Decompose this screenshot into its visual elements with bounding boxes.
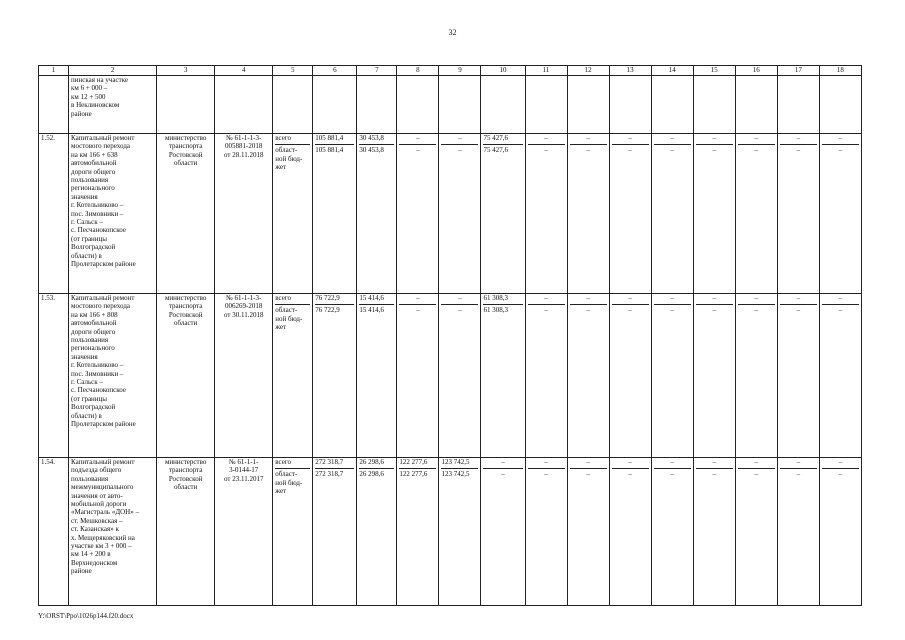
cell-value-13: – – bbox=[609, 134, 651, 294]
cell-value-8: – – bbox=[397, 134, 439, 294]
cell-value-15: – – bbox=[693, 134, 735, 294]
column-header-12: 12 bbox=[567, 66, 609, 76]
cell-value-15: – – bbox=[693, 294, 735, 458]
cell-value-18: – – bbox=[819, 134, 861, 294]
cell-value-14: – – bbox=[651, 458, 693, 606]
cell-value-8: 122 277,6 122 277,6 bbox=[397, 458, 439, 606]
cell-value-18: – – bbox=[819, 294, 861, 458]
continuation-row bbox=[39, 76, 862, 134]
table-row bbox=[39, 294, 862, 458]
cell-name: Капитальный ремонт мостового перехода на км 166 + 808 автомобильной дороги общего пользования регионального значения г. Котельниково – пос. Зимовники – г. Сальск – с. Песчанокопское (от границы Волгоградской области) в Пролетарском районе bbox=[69, 294, 157, 458]
cell-org: министерство транспорта Ростовской области bbox=[157, 458, 215, 606]
budget-table bbox=[38, 65, 862, 606]
table-row bbox=[39, 134, 862, 294]
cell-num: 1.52. bbox=[39, 134, 69, 294]
cell-value-17: – – bbox=[777, 134, 819, 294]
cell-org: министерство транспорта Ростовской области bbox=[157, 134, 215, 294]
column-header-6: 6 bbox=[313, 66, 357, 76]
column-header-10: 10 bbox=[481, 66, 525, 76]
cell-value-6: 105 881,4 105 881,4 bbox=[313, 134, 357, 294]
cell-value-16: – – bbox=[735, 294, 777, 458]
table-row bbox=[39, 458, 862, 606]
cell-value-12: – – bbox=[567, 458, 609, 606]
cell-value-11: – – bbox=[525, 134, 567, 294]
cell-value-11: – – bbox=[525, 294, 567, 458]
column-header-7: 7 bbox=[357, 66, 397, 76]
header-row bbox=[39, 66, 862, 76]
column-header-8: 8 bbox=[397, 66, 439, 76]
cell-value-8: – – bbox=[397, 294, 439, 458]
column-header-3: 3 bbox=[157, 66, 215, 76]
cell-value-12: – – bbox=[567, 134, 609, 294]
file-path-footer: Y:\ORST\Ppo\1026p144.f20.docx bbox=[38, 612, 134, 620]
cell-value-6: 272 318,7 272 318,7 bbox=[313, 458, 357, 606]
column-header-13: 13 bbox=[609, 66, 651, 76]
cell-value-13: – – bbox=[609, 294, 651, 458]
cell-num: 1.53. bbox=[39, 294, 69, 458]
cell-value-11: – – bbox=[525, 458, 567, 606]
cell-value-7: 30 453,8 30 453,8 bbox=[357, 134, 397, 294]
cell-source: всего област- ной бюд- жет bbox=[273, 294, 313, 458]
cell-value-17: – – bbox=[777, 458, 819, 606]
cell-value-12: – – bbox=[567, 294, 609, 458]
cell-value-16: – – bbox=[735, 134, 777, 294]
cell-value-9: 123 742,5 123 742,5 bbox=[439, 458, 481, 606]
column-header-15: 15 bbox=[693, 66, 735, 76]
cell-value-9: – – bbox=[439, 134, 481, 294]
cell-num: 1.54. bbox=[39, 458, 69, 606]
cell-num bbox=[39, 76, 69, 134]
cell-value-10: – – bbox=[481, 458, 525, 606]
column-header-11: 11 bbox=[525, 66, 567, 76]
cell-org: министерство транспорта Ростовской области bbox=[157, 294, 215, 458]
column-header-2: 2 bbox=[69, 66, 157, 76]
cell-value-14: – – bbox=[651, 134, 693, 294]
cell-value-7: 15 414,6 15 414,6 bbox=[357, 294, 397, 458]
cell-value-16: – – bbox=[735, 458, 777, 606]
cell-value-14: – – bbox=[651, 294, 693, 458]
column-header-1: 1 bbox=[39, 66, 69, 76]
column-header-9: 9 bbox=[439, 66, 481, 76]
cell-value-10: 61 308,3 61 308,3 bbox=[481, 294, 525, 458]
column-header-5: 5 bbox=[273, 66, 313, 76]
cell-name: пинская на участке км 6 + 000 – км 12 + 500 в Неклиновском районе bbox=[69, 76, 157, 134]
cell-source: всего област- ной бюд- жет bbox=[273, 134, 313, 294]
cell-value-17: – – bbox=[777, 294, 819, 458]
column-header-17: 17 bbox=[777, 66, 819, 76]
cell-doc: № 61-1-1-3- 006269-2018 от 30.11.2018 bbox=[215, 294, 273, 458]
column-header-18: 18 bbox=[819, 66, 861, 76]
page-number: 32 bbox=[448, 28, 457, 37]
column-header-4: 4 bbox=[215, 66, 273, 76]
cell-value-15: – – bbox=[693, 458, 735, 606]
cell-value-18: – – bbox=[819, 458, 861, 606]
cell-doc: № 61-1-1- 3-0144-17 от 23.11.2017 bbox=[215, 458, 273, 606]
cell-value-9: – – bbox=[439, 294, 481, 458]
cell-name: Капитальный ремонт мостового перехода на км 166 + 638 автомобильной дороги общего пользования регионального значения г. Котельниково – пос. Зимовники – г. Сальск – с. Песчанокопское (от границы Волгоградской области) в Пролетарском районе bbox=[69, 134, 157, 294]
column-header-16: 16 bbox=[735, 66, 777, 76]
cell-name: Капитальный ремонт подъезда общего пользования межмуниципального значения от авто- мобильной дороги «Магистраль «ДОН» – ст. Мешковская – ст. Казанская» к х. Мещеряковский на участке км 3 + 000 – км 14 + 200 в Верхнедонском районе bbox=[69, 458, 157, 606]
column-header-14: 14 bbox=[651, 66, 693, 76]
cell-value-6: 76 722,9 76 722,9 bbox=[313, 294, 357, 458]
cell-doc: № 61-1-1-3- 005881-2018 от 28.11.2018 bbox=[215, 134, 273, 294]
cell-value-7: 26 298,6 26 298,6 bbox=[357, 458, 397, 606]
cell-value-10: 75 427,6 75 427,6 bbox=[481, 134, 525, 294]
cell-source: всего област- ной бюд- жет bbox=[273, 458, 313, 606]
cell-value-13: – – bbox=[609, 458, 651, 606]
